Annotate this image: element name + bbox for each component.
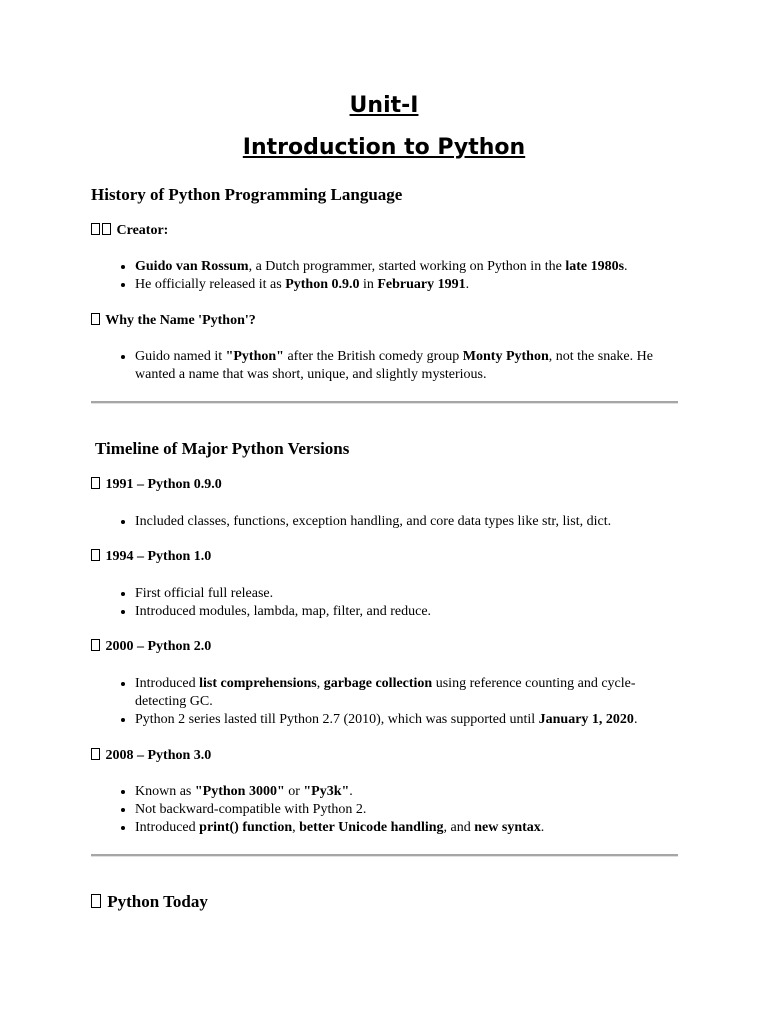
version-2008-label: 2008 – Python 3.0 — [91, 747, 678, 765]
version-1994-label: 1994 – Python 1.0 — [91, 548, 678, 566]
creator-list — [91, 258, 678, 294]
emoji-placeholder-icon — [91, 313, 100, 325]
list-item: • Python 2 series lasted till Python 2.7 (2010), which was supported until January 1, 2020. — [135, 711, 678, 729]
list-item: • Introduced print() function, better Unicode handling, and new syntax. — [135, 819, 678, 837]
list-item: • Known as "Python 3000" or "Py3k". — [135, 783, 678, 801]
version-1991-list — [91, 513, 678, 531]
list-item: • Introduced list comprehensions, garbage collection using reference counting and cycle-detecting GC. — [135, 675, 678, 711]
list-item: • Guido named it "Python" after the British comedy group Monty Python, not the snake. He wanted a name that was short, unique, and slightly mysterious. — [135, 348, 678, 384]
emoji-placeholder-icon — [91, 748, 100, 760]
list-item: • Included classes, functions, exception handling, and core data types like str, list, dict. — [135, 513, 678, 531]
history-heading: History of Python Programming Language — [91, 185, 403, 204]
version-1991-label: 1991 – Python 0.9.0 — [91, 476, 678, 494]
version-1994-list — [91, 585, 678, 621]
version-2000-label: 2000 – Python 2.0 — [91, 638, 678, 656]
name-list — [91, 348, 678, 384]
divider — [91, 854, 678, 857]
emoji-placeholder-icon — [91, 894, 101, 908]
today-heading: Python Today — [91, 891, 678, 913]
emoji-placeholder-icon — [102, 223, 111, 235]
list-item: • Introduced modules, lambda, map, filter, and reduce. — [135, 603, 678, 621]
emoji-placeholder-icon — [91, 549, 100, 561]
emoji-placeholder-icon — [91, 223, 100, 235]
version-2000-list — [91, 675, 678, 729]
list-item: • Guido van Rossum, a Dutch programmer, started working on Python in the late 1980s. — [135, 258, 678, 276]
emoji-placeholder-icon — [91, 477, 100, 489]
version-2008-list — [91, 783, 678, 837]
list-item: • Not backward-compatible with Python 2. — [135, 801, 678, 819]
list-item: • He officially released it as Python 0.9.0 in February 1991. — [135, 276, 678, 294]
creator-label: Creator: — [91, 222, 678, 240]
list-item: • First official full release. — [135, 585, 678, 603]
page-title: Introduction to Python — [242, 135, 526, 160]
timeline-heading: Timeline of Major Python Versions — [95, 439, 350, 458]
divider — [91, 401, 678, 404]
name-label: Why the Name 'Python'? — [91, 312, 678, 330]
emoji-placeholder-icon — [91, 639, 100, 651]
unit-title: Unit-I — [349, 93, 419, 118]
